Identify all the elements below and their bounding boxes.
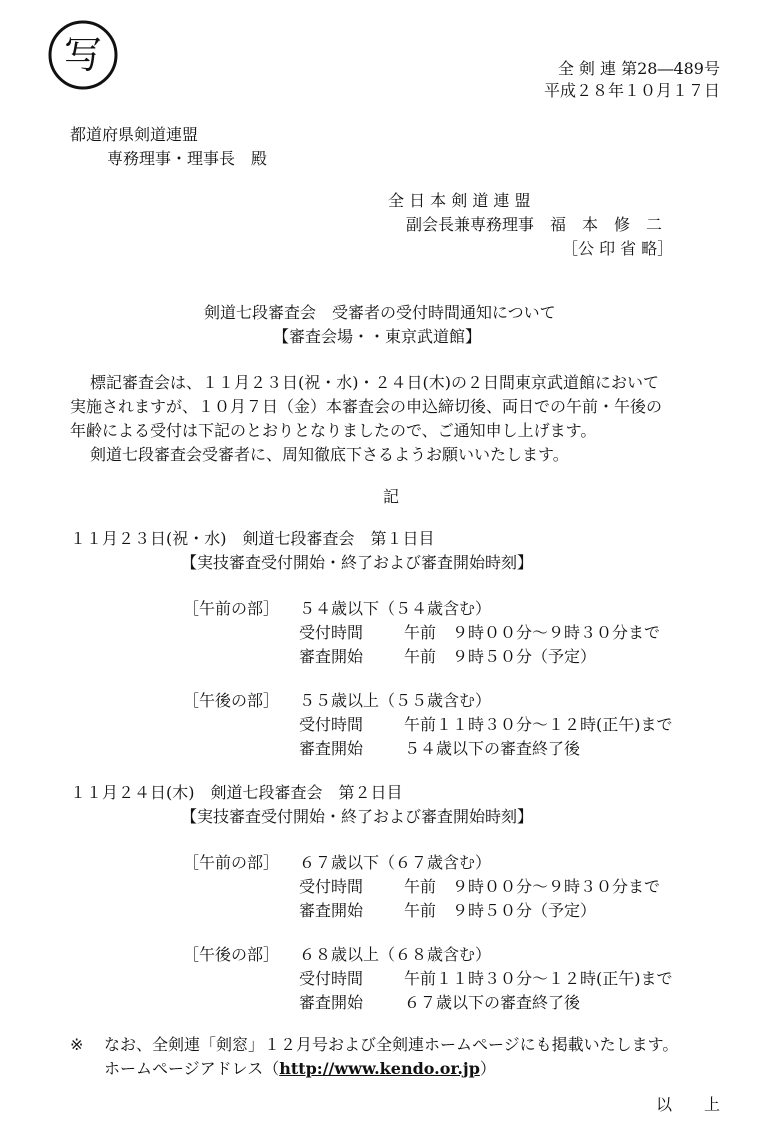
- copy-stamp-glyph: 写: [63, 33, 103, 77]
- day2-pm-label: ［午後の部］: [183, 945, 280, 964]
- day2-pm-age: ６８歳以上（６８歳含む）: [299, 945, 492, 964]
- body-line-2: 実施されますが、１０月７日（金）本審査会の申込締切後、両日での午前・午後の: [70, 397, 663, 416]
- day2-am-age: ６７歳以下（６７歳含む）: [299, 853, 492, 872]
- day2-pm-reception-value: 午前１１時３０分～１２時(正午)まで: [404, 969, 673, 988]
- day2-pm-start-value: ６７歳以下の審査終了後: [404, 993, 581, 1012]
- day1-pm-reception-value: 午前１１時３０分～１２時(正午)まで: [404, 715, 673, 734]
- day2-am-start-label: 審査開始: [299, 901, 364, 920]
- note-line-2-prefix: ホームページアドレス（: [104, 1059, 280, 1078]
- body-line-1: 標記審査会は、１１月２３日(祝・水)・２４日(木)の２日間東京武道館において: [90, 373, 659, 392]
- doc-date: 平成２８年１０月１７日: [543, 81, 720, 100]
- note-line-2-suffix: ）: [479, 1059, 496, 1078]
- day1-pm-label: ［午後の部］: [183, 691, 280, 710]
- day1-subheading: 【実技審査受付開始・終了および審査開始時刻】: [181, 553, 534, 572]
- day1-am-start-label: 審査開始: [299, 647, 364, 666]
- day2-am-label: ［午前の部］: [183, 853, 280, 872]
- note-mark: ※: [70, 1035, 84, 1054]
- day1-am-age: ５４歳以下（５４歳含む）: [299, 599, 492, 618]
- recipient-title: 専務理事・理事長 殿: [107, 149, 268, 168]
- day1-am-reception-label: 受付時間: [299, 623, 364, 642]
- day2-am-reception-value: 午前 ９時００分～９時３０分まで: [404, 877, 661, 896]
- copy-stamp: [46, 18, 120, 92]
- ki-mark: 記: [383, 487, 400, 506]
- day2-am-reception-label: 受付時間: [299, 877, 364, 896]
- doc-number: 全 剣 連 第28―489号: [557, 59, 720, 78]
- homepage-link[interactable]: http://www.kendo.or.jp: [279, 1059, 480, 1078]
- sender-org: 全 日 本 剣 道 連 盟: [388, 191, 531, 210]
- recipient-org: 都道府県剣道連盟: [70, 125, 199, 144]
- day2-pm-start-label: 審査開始: [299, 993, 364, 1012]
- note-line-1: なお、全剣連「剣窓」１２月号および全剣連ホームページにも掲載いたします。: [104, 1035, 679, 1054]
- venue-title: 【審査会場・・東京武道館】: [273, 327, 482, 346]
- day1-pm-age: ５５歳以上（５５歳含む）: [299, 691, 492, 710]
- day1-pm-start-label: 審査開始: [299, 739, 364, 758]
- day1-pm-start-value: ５４歳以下の審査終了後: [404, 739, 581, 758]
- day2-pm-reception-label: 受付時間: [299, 969, 364, 988]
- day1-am-label: ［午前の部］: [183, 599, 280, 618]
- day2-heading: １１月２４日(木) 剣道七段審査会 第２日目: [70, 783, 403, 802]
- day2-am-start-value: 午前 ９時５０分（予定）: [404, 901, 597, 920]
- day1-am-start-value: 午前 ９時５０分（予定）: [404, 647, 597, 666]
- day1-heading: １１月２３日(祝・水) 剣道七段審査会 第１日目: [70, 529, 435, 548]
- sender-title-name: 副会長兼専務理事 福 本 修 二: [406, 215, 663, 234]
- notice-title: 剣道七段審査会 受審者の受付時間通知について: [204, 303, 556, 322]
- note-line-2: [104, 1058, 496, 1080]
- day1-am-reception-value: 午前 ９時００分～９時３０分まで: [404, 623, 661, 642]
- body-line-3: 年齢による受付は下記のとおりとなりましたので、ご通知申し上げます。: [70, 421, 597, 440]
- body-line-4: 剣道七段審査会受審者に、周知徹底下さるようお願いいたします。: [90, 445, 569, 464]
- seal-note: ［公 印 省 略］: [562, 239, 674, 258]
- day2-subheading: 【実技審査受付開始・終了および審査開始時刻】: [181, 807, 534, 826]
- day1-pm-reception-label: 受付時間: [299, 715, 364, 734]
- closing: 以 上: [655, 1095, 720, 1114]
